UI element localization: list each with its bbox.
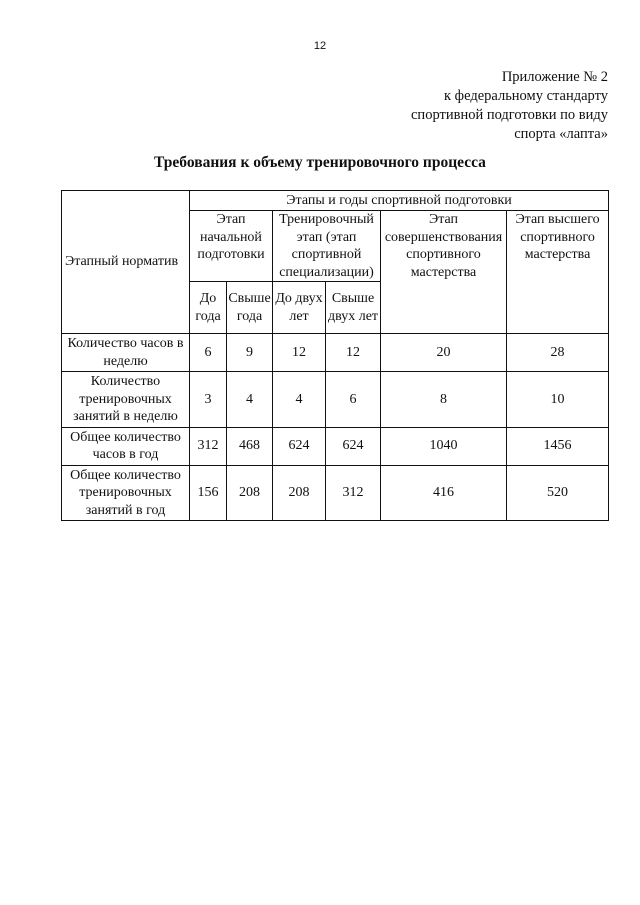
requirements-table (61, 190, 609, 521)
sub-header-training-2: Свыше двух лет (326, 282, 381, 334)
stage-improvement-header: Этап совершенствования спортивного мастерства (381, 211, 507, 334)
table-cell: 208 (273, 465, 326, 521)
table-row (62, 465, 609, 521)
table-cell: 4 (227, 372, 273, 428)
stage-initial-header: Этап начальной подготовки (190, 211, 273, 282)
table-cell: 12 (326, 334, 381, 372)
table-cell: 468 (227, 427, 273, 465)
appendix-line-4: спорта «лапта» (514, 126, 608, 142)
table-cell: 520 (507, 465, 609, 521)
table-cell: 12 (273, 334, 326, 372)
appendix-block (308, 68, 608, 144)
table-cell: 8 (381, 372, 507, 428)
table-cell: 28 (507, 334, 609, 372)
sub-header-initial-2: Свыше года (227, 282, 273, 334)
table-cell: 20 (381, 334, 507, 372)
group-header: Этапы и годы спортивной подготовки (190, 191, 609, 211)
document-title: Требования к объему тренировочного процесса (154, 154, 486, 171)
table-cell: 3 (190, 372, 227, 428)
header-row-1 (62, 191, 609, 211)
table-cell: 9 (227, 334, 273, 372)
table-cell: 156 (190, 465, 227, 521)
page-number: 12 (313, 40, 327, 52)
table-cell: 4 (273, 372, 326, 428)
row-label: Общее количество тренировочных занятий в год (62, 465, 190, 521)
sub-header-training-1: До двух лет (273, 282, 326, 334)
stage-training-header: Тренировочный этап (этап спортивной специализации) (273, 211, 381, 282)
row-label: Количество тренировочных занятий в неделю (62, 372, 190, 428)
table-cell: 624 (326, 427, 381, 465)
table-row (62, 372, 609, 428)
table-cell: 312 (326, 465, 381, 521)
appendix-line-1: Приложение № 2 (501, 69, 608, 85)
table-cell: 208 (227, 465, 273, 521)
table-cell: 624 (273, 427, 326, 465)
table-cell: 312 (190, 427, 227, 465)
stage-higher-header: Этап высшего спортивного мастерства (507, 211, 609, 334)
appendix-line-3: спортивной подготовки по виду (411, 107, 608, 123)
appendix-line-2: к федеральному стандарту (444, 88, 608, 104)
row-label: Количество часов в неделю (62, 334, 190, 372)
table-cell: 1456 (507, 427, 609, 465)
table-cell: 1040 (381, 427, 507, 465)
table-cell: 6 (326, 372, 381, 428)
table-row (62, 334, 609, 372)
table-cell: 6 (190, 334, 227, 372)
corner-header: Этапный норматив (62, 191, 190, 334)
table-cell: 10 (507, 372, 609, 428)
sub-header-initial-1: До года (190, 282, 227, 334)
table-cell: 416 (381, 465, 507, 521)
table-row (62, 427, 609, 465)
row-label: Общее количество часов в год (62, 427, 190, 465)
